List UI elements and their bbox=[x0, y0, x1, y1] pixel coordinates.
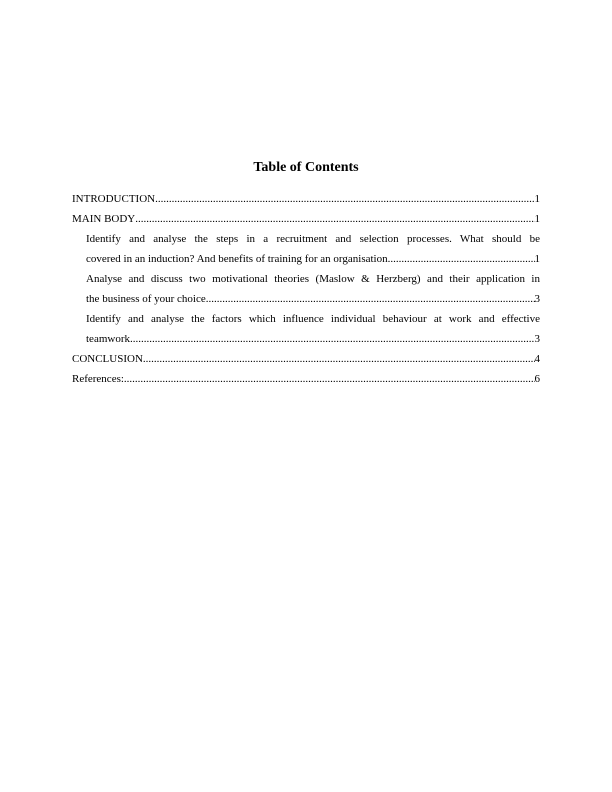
toc-entry-label-line-2: the business of your choice bbox=[86, 293, 206, 305]
toc-entry-introduction[interactable] bbox=[72, 189, 540, 209]
toc-entry-recruitment-selection[interactable] bbox=[72, 229, 540, 269]
toc-page-number: 6 bbox=[534, 373, 540, 385]
toc-entry-individual-behaviour[interactable] bbox=[72, 309, 540, 349]
toc-page-number: 3 bbox=[534, 293, 540, 305]
toc-title: Table of Contents bbox=[253, 160, 359, 175]
toc-entry-label-line-2: covered in an induction? And benefits of training for an organisation. bbox=[86, 253, 391, 265]
toc-dot-leader bbox=[130, 329, 535, 349]
toc-entry-main-body[interactable] bbox=[72, 209, 540, 229]
toc-entry-label: MAIN BODY bbox=[72, 213, 136, 225]
toc-entry-label: References: bbox=[72, 373, 124, 385]
toc-dot-leader bbox=[135, 209, 534, 229]
table-of-contents bbox=[72, 189, 540, 389]
toc-page-number: 1 bbox=[534, 253, 540, 265]
toc-entry-label-line-1: Analyse and discuss two motivational theories (Maslow & Herzberg) and their application in bbox=[86, 273, 540, 285]
toc-dot-leader bbox=[143, 349, 535, 369]
toc-entry-label-line-1: Identify and analyse the steps in a recruitment and selection processes. What should be bbox=[86, 233, 540, 245]
toc-entry-conclusion[interactable] bbox=[72, 349, 540, 369]
toc-page-number: 3 bbox=[534, 333, 540, 345]
toc-entry-motivational-theories[interactable] bbox=[72, 269, 540, 309]
toc-entry-references[interactable] bbox=[72, 369, 540, 389]
toc-dot-leader bbox=[206, 289, 535, 309]
toc-page-number: 1 bbox=[534, 213, 540, 225]
toc-dot-leader bbox=[124, 369, 535, 389]
toc-page-number: 4 bbox=[534, 353, 540, 365]
toc-dot-leader bbox=[155, 189, 534, 209]
toc-entry-label-line-1: Identify and analyse the factors which influence individual behaviour at work and effective bbox=[86, 313, 540, 325]
toc-dot-leader bbox=[390, 249, 534, 269]
toc-page-number: 1 bbox=[534, 193, 540, 205]
toc-entry-label: CONCLUSION bbox=[72, 353, 143, 365]
toc-entry-label-line-2: teamwork bbox=[86, 333, 130, 345]
toc-entry-label: INTRODUCTION bbox=[72, 193, 156, 205]
